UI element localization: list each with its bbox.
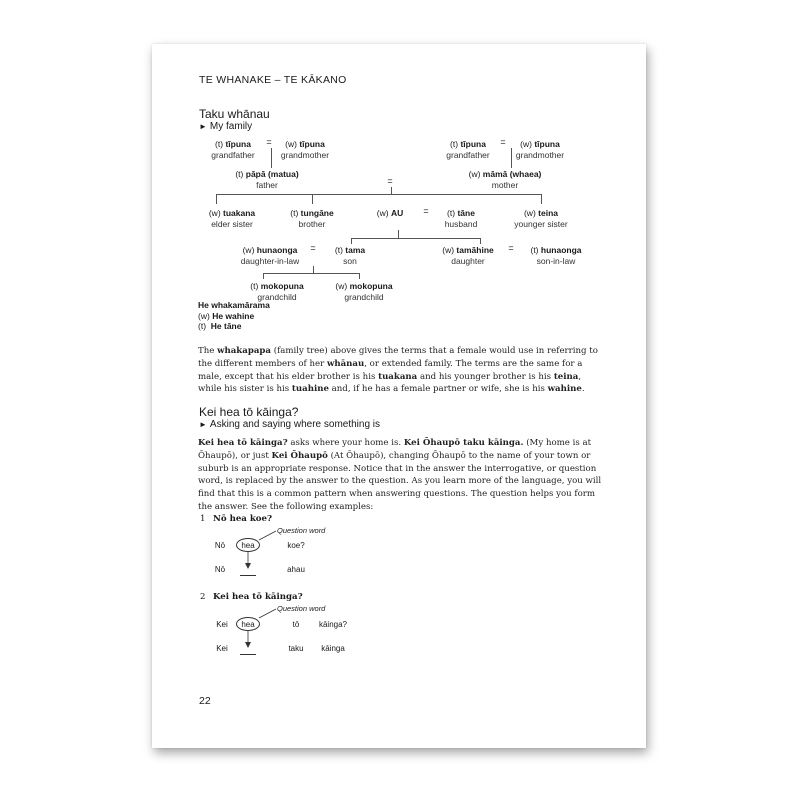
example-word: Kei [216, 644, 228, 653]
node-grandchild-male: (t) mokopuna grandchild [250, 281, 304, 302]
node-grandfather-paternal: (t) tīpuna grandfather [211, 139, 255, 160]
example-word: tō [292, 620, 300, 629]
node-daughter-in-law: (w) hunaonga daughter-in-law [240, 245, 300, 266]
equals-sign: = [423, 206, 429, 216]
running-header: TE WHANAKE – TE KĀKANO [199, 74, 347, 86]
answer-blank [240, 575, 256, 576]
section-subtitle-family: ► My family [199, 121, 253, 132]
node-grandchild-female: (w) mokopuna grandchild [335, 281, 393, 302]
section-subtitle-home: ► Asking and saying where something is [199, 419, 381, 430]
example-question-word: hea [241, 620, 255, 629]
example-question-word: hea [241, 541, 255, 550]
example-word: taku [288, 644, 304, 653]
node-grandmother-paternal: (w) tīpuna grandmother [280, 139, 330, 160]
question-word-label: Question word [277, 604, 326, 613]
equals-sign: = [508, 243, 514, 253]
example-arrows [152, 44, 646, 748]
node-younger-sister: (w) teina younger sister [514, 208, 568, 229]
node-brother: (t) tungāne brother [290, 208, 334, 229]
equals-sign: = [500, 137, 506, 147]
example-word: kāinga [321, 644, 345, 653]
node-son: (t) tama son [334, 245, 366, 266]
node-father: (t) pāpā (matua) father [235, 169, 299, 190]
question-word-label: Question word [277, 526, 326, 535]
node-grandmother-maternal: (w) tīpuna grandmother [515, 139, 565, 160]
paragraph-asking-where: Kei hea tō kāinga? asks where your home is. Kei Ōhaupō taku kāinga. (My home is at Ōhaupō), or just Kei Ōhaupō (At Ōhaupō), changing Ōhaupō to the name of your town or suburb is an appropriate response. Notice that in the answer the interrogative, or question word, is replaced by the answer to the question. As you learn more of the language, you will find that this is a common pattern when answering questions. The question helps you form the answer. See the following examples: [198, 438, 602, 512]
legend-female: (w) He wahine [198, 310, 255, 321]
example-word: Nō [214, 541, 226, 550]
node-daughter: (w) tamāhine daughter [442, 245, 494, 266]
equals-sign: = [310, 243, 316, 253]
equals-sign: = [266, 137, 272, 147]
page-number: 22 [199, 695, 211, 707]
example-word: kāinga? [318, 620, 348, 629]
node-mother: (w) māmā (whaea) mother [468, 169, 542, 190]
example-word: Nō [214, 565, 226, 574]
answer-blank [240, 654, 256, 655]
example-word: koe? [287, 541, 305, 550]
section-title-family: Taku whānau [199, 107, 270, 121]
node-husband: (t) tāne husband [444, 208, 478, 229]
node-elder-sister: (w) tuakana elder sister [208, 208, 256, 229]
legend-male: (t) He tāne [198, 321, 242, 331]
example-2-heading: 2 Kei hea tō kāinga? [200, 592, 303, 602]
equals-sign: = [387, 176, 393, 186]
paragraph-whakapapa: The whakapapa (family tree) above gives the terms that a female would use in referring to the different members of her whānau, or extended family. The terms are the same for a male, except that his elder brother is his tuakana and his younger brother is his teina, while his sister is his tuahine and, if he has a female partner or wife, she is his wahine. [198, 346, 598, 395]
legend-title: He whakamārama [198, 300, 270, 310]
example-word: ahau [287, 565, 305, 574]
book-page [152, 44, 646, 748]
example-word: Kei [216, 620, 228, 629]
node-son-in-law: (t) hunaonga son-in-law [530, 245, 582, 266]
example-1-heading: 1 Nō hea koe? [200, 514, 273, 524]
section-title-home: Kei hea tō kāinga? [199, 405, 299, 419]
node-self: (w) AU [376, 208, 404, 218]
node-grandfather-maternal: (t) tīpuna grandfather [446, 139, 490, 160]
